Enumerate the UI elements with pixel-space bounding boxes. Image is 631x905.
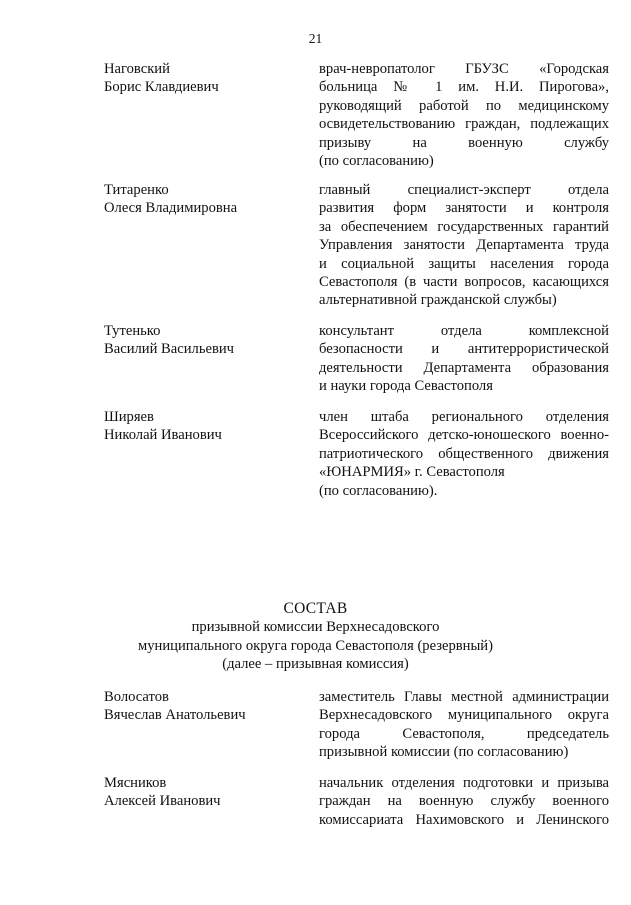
role-line: (по согласованию). — [319, 482, 438, 499]
role-line: (по согласованию) — [319, 153, 434, 170]
member-surname: Ширяев — [104, 409, 154, 425]
page-number: 21 — [308, 31, 323, 46]
member-name — [104, 60, 294, 97]
member-name — [104, 774, 294, 811]
member-name — [104, 688, 294, 725]
section-subtitle-line: призывной комиссии Верхнесадовского — [191, 619, 440, 636]
member-given-names: Вячеслав Анатольевич — [104, 707, 246, 724]
member-surname: Титаренко — [104, 182, 169, 198]
role-line: безопасности и антитеррористической — [319, 341, 609, 358]
role-line: деятельности Департамента образования — [319, 359, 609, 376]
member-role — [319, 60, 609, 170]
section-heading — [0, 600, 631, 674]
member-role — [319, 322, 609, 396]
member-surname: Волосатов — [104, 689, 169, 705]
member-role — [319, 408, 609, 500]
member-surname: Тутенько — [104, 323, 161, 339]
role-line: заместитель Главы местной администрации — [319, 689, 609, 705]
member-name — [104, 322, 294, 359]
member-surname: Мясников — [104, 775, 167, 791]
member-name — [104, 181, 294, 218]
role-line: комиссариата Нахимовского и Ленинского — [319, 811, 609, 828]
member-given-names: Николай Иванович — [104, 427, 222, 444]
role-line: и науки города Севастополя — [319, 378, 493, 395]
section-subtitle-line: муниципального округа города Севастополя (резервный) — [138, 637, 493, 654]
role-line: призыву на военную службу — [319, 134, 609, 151]
member-given-names: Василий Васильевич — [104, 341, 235, 358]
role-line: Всероссийского детско-юношеского военно- — [319, 427, 609, 444]
member-given-names: Олеся Владимировна — [104, 200, 238, 217]
role-line: за обеспечением государственных гарантий — [319, 218, 609, 235]
role-line: развития форм занятости и контроля — [319, 200, 609, 217]
role-line: патриотического общественного движения — [319, 445, 609, 462]
role-line: «ЮНАРМИЯ» г. Севастополя — [319, 464, 505, 481]
member-name — [104, 408, 294, 445]
role-line: города Севастополя, председатель — [319, 725, 609, 742]
member-role — [319, 181, 609, 310]
role-line: член штаба регионального отделения — [319, 409, 609, 425]
role-line: и социальной защиты населения города — [319, 255, 609, 272]
role-line: граждан на военную службу военного — [319, 793, 609, 810]
role-line: начальник отделения подготовки и призыва — [319, 775, 609, 791]
section-subtitle-line: (далее – призывная комиссия) — [222, 656, 409, 673]
role-line: призывной комиссии (по согласованию) — [319, 744, 569, 761]
role-line: освидетельствованию граждан, подлежащих — [319, 116, 609, 133]
section-title: СОСТАВ — [283, 600, 348, 617]
member-given-names: Алексей Иванович — [104, 793, 221, 810]
role-line: Верхнесадовского муниципального округа — [319, 707, 609, 724]
role-line: альтернативной гражданской службы) — [319, 292, 557, 309]
member-surname: Наговский — [104, 61, 170, 77]
role-line: Севастополя (в части вопросов, касающихся — [319, 274, 609, 291]
member-role — [319, 774, 609, 829]
role-line: консультант отдела комплексной — [319, 323, 609, 339]
role-line: больница № 1 им. Н.И. Пирогова», — [319, 79, 609, 96]
role-line: врач-невропатолог ГБУЗС «Городская — [319, 61, 609, 77]
role-line: руководящий работой по медицинскому — [319, 97, 609, 114]
member-role — [319, 688, 609, 762]
member-given-names: Борис Клавдиевич — [104, 79, 219, 96]
role-line: главный специалист-эксперт отдела — [319, 182, 609, 198]
role-line: Управления занятости Департамента труда — [319, 237, 609, 254]
